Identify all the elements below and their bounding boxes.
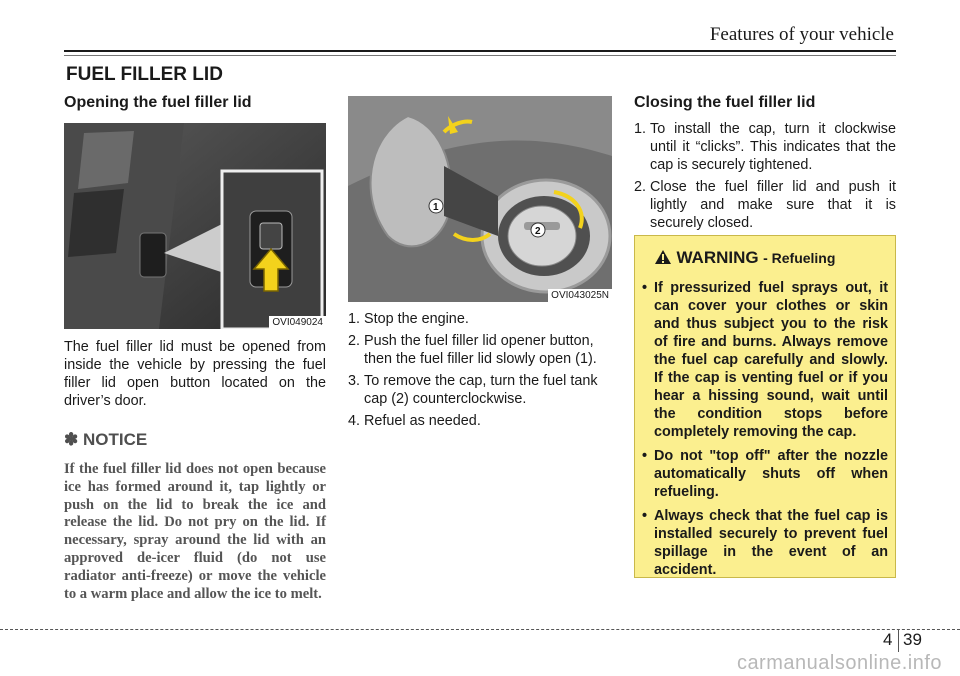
warning-box bbox=[634, 235, 896, 578]
refuel-step: 3. To remove the cap, turn the fuel tank cap (2) counterclockwise. bbox=[348, 373, 598, 407]
header-rule bbox=[64, 50, 896, 52]
door-switch-photo bbox=[64, 123, 326, 329]
closing-heading: Closing the fuel filler lid bbox=[634, 94, 816, 111]
opening-paragraph: The fuel filler lid must be opened from inside the vehicle by pressing the fuel filler lid open button located on the driver’s door. bbox=[64, 339, 326, 409]
refuel-step: 2. Push the fuel filler lid opener button, then the fuel filler lid slowly open (1). bbox=[348, 333, 597, 367]
refuel-steps bbox=[348, 310, 612, 434]
running-header: Features of your vehicle bbox=[709, 24, 894, 45]
closing-step: 2. Close the fuel filler lid and push it lightly and make sure that it is securely closed. bbox=[634, 179, 896, 231]
warning-triangle-icon bbox=[654, 249, 672, 265]
page-number: 39 bbox=[903, 630, 922, 649]
section-title: FUEL FILLER LID bbox=[66, 64, 223, 85]
door-switch-illustration bbox=[64, 123, 326, 329]
warning-item: • Do not "top off" after the nozzle automatically shuts off when refueling. bbox=[642, 448, 888, 500]
warning-list bbox=[642, 279, 888, 585]
refuel-step: 4. Refuel as needed. bbox=[348, 413, 481, 429]
closing-steps bbox=[634, 120, 896, 236]
watermark: carmanualsonline.info bbox=[736, 652, 942, 674]
photo-caption-refuel: OVI043025N bbox=[548, 289, 612, 302]
notice-title: NOTICE bbox=[82, 430, 148, 449]
fuel-cap-illustration bbox=[348, 96, 612, 302]
notice-icon: ✽ bbox=[64, 430, 79, 449]
warning-header bbox=[654, 248, 835, 268]
opening-heading: Opening the fuel filler lid bbox=[64, 94, 252, 111]
warning-item: • If pressurized fuel sprays out, it can cover your clothes or skin and thus subject you to the risk of fire and burns. Always remove the fuel cap carefully and slowly. If the cap is venting fuel or if you hear a hissing sound, wait until the condition stops before completely removing the cap. bbox=[642, 280, 888, 440]
warning-title: WARNING bbox=[676, 248, 759, 267]
notice-text: If the fuel filler lid does not open because ice has formed around it, tap lightly or push on the lid to break the ice and release the lid. Do not pry on the lid. If necessary, spray around the lid with an approved de-icer fluid (do not use radiator anti-freeze) or move the vehicle to a warm place and allow the ice to melt. bbox=[64, 461, 326, 602]
header-rule-thin bbox=[64, 55, 896, 56]
refuel-step: 1. Stop the engine. bbox=[348, 311, 469, 327]
closing-step: 1. To install the cap, turn it clockwise until it “clicks”. This indicates that the cap is securely tightened. bbox=[634, 121, 896, 173]
fuel-cap-photo bbox=[348, 96, 612, 302]
warning-item: • Always check that the fuel cap is installed securely to prevent fuel spillage in the event of an accident. bbox=[642, 508, 888, 578]
chapter-number: 4 bbox=[883, 630, 893, 649]
photo-caption-opening: OVI049024 bbox=[269, 316, 326, 329]
footer-rule bbox=[0, 629, 960, 630]
notice-heading bbox=[64, 430, 147, 450]
warning-subtitle: - Refueling bbox=[763, 250, 836, 266]
callout-2: 2 bbox=[535, 226, 541, 237]
callout-1: 1 bbox=[433, 202, 439, 213]
page-number-divider bbox=[898, 629, 899, 652]
